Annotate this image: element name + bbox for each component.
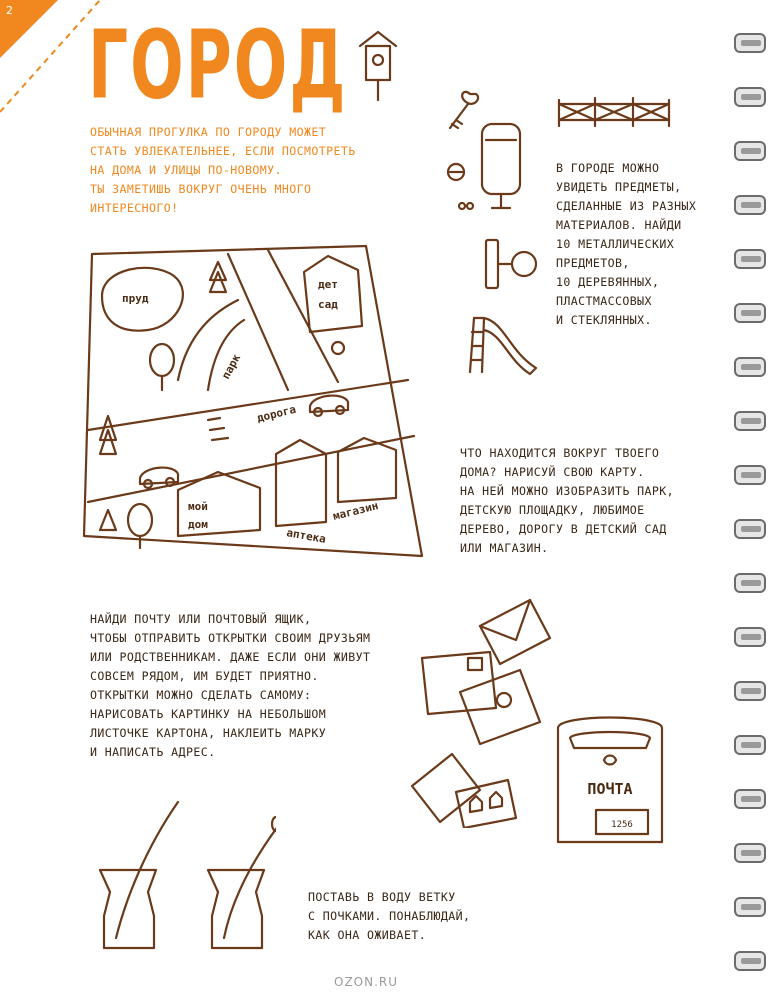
map-label-shop: магазин xyxy=(331,499,380,523)
map-label-pharmacy: аптека xyxy=(285,526,327,546)
mailbox-number: 1256 xyxy=(611,820,633,830)
map-paragraph: ЧТО НАХОДИТСЯ ВОКРУГ ТВОЕГО ДОМА? НАРИСУЙ СВОЮ КАРТУ. НА НЕЙ МОЖНО ИЗОБРАЗИТЬ ПАРК, ДЕТСКУЮ ПЛОЩАДКУ, ЛЮБИМОЕ ДЕРЕВО, ДОРОГУ В ДЕТСКИЙ САД ИЛИ МАГАЗИН. xyxy=(460,446,675,555)
doorknob-icon xyxy=(482,234,542,294)
key-and-bin-icons xyxy=(440,88,550,218)
page-title: ГОРОД xyxy=(88,9,348,121)
playground-slide-icon xyxy=(464,312,540,376)
mailbox-icon xyxy=(550,708,670,848)
city-map-illustration xyxy=(78,240,430,562)
map-label-kindergarten-1: дет xyxy=(318,278,338,291)
map-label-park: парк xyxy=(219,351,244,382)
branch-paragraph: ПОСТАВЬ В ВОДУ ВЕТКУ С ПОЧКАМИ. ПОНАБЛЮДАЙ, КАК ОНА ОЖИВАЕТ. xyxy=(308,890,471,942)
watermark: OZON.RU xyxy=(334,975,399,989)
birdhouse-icon xyxy=(356,28,400,104)
map-label-my-home-1: мой xyxy=(188,500,208,513)
spiral-binding xyxy=(727,0,769,1000)
map-label-my-home-2: дом xyxy=(188,518,208,531)
mailbox-label: ПОЧТА xyxy=(587,780,633,798)
map-label-road: дорога xyxy=(255,402,298,425)
map-label-pond: пруд xyxy=(122,292,149,305)
map-label-kindergarten-2: сад xyxy=(318,298,338,311)
fence-icon xyxy=(555,94,675,128)
intro-paragraph: ОБЫЧНАЯ ПРОГУЛКА ПО ГОРОДУ МОЖЕТ СТАТЬ УВЛЕКАТЕЛЬНЕЕ, ЕСЛИ ПОСМОТРЕТЬ НА ДОМА И УЛИЦЫ ПО-НОВОМУ. ТЫ ЗАМЕТИШЬ ВОКРУГ ОЧЕНЬ МНОГО ИНТЕРЕСНОГО! xyxy=(90,125,356,215)
page-number: 2 xyxy=(6,4,13,17)
materials-paragraph: В ГОРОДЕ МОЖНО УВИДЕТЬ ПРЕДМЕТЫ, СДЕЛАННЫЕ ИЗ РАЗНЫХ МАТЕРИАЛОВ. НАЙДИ 10 МЕТАЛЛИЧЕСКИХ ПРЕДМЕТОВ, 10 ДЕРЕВЯННЫХ, ПЛАСТМАССОВЫХ И СТЕКЛЯННЫХ. xyxy=(556,161,697,327)
postcards-and-envelopes-icon xyxy=(404,596,558,828)
branches-in-glasses-illustration xyxy=(96,788,276,958)
post-paragraph: НАЙДИ ПОЧТУ ИЛИ ПОЧТОВЫЙ ЯЩИК, ЧТОБЫ ОТПРАВИТЬ ОТКРЫТКИ СВОИМ ДРУЗЬЯМ ИЛИ РОДСТВЕННИКАМ. ДАЖЕ ЕСЛИ ОНИ ЖИВУТ СОВСЕМ РЯДОМ, ИМ БУДЕТ ПРИЯТНО. ОТКРЫТКИ МОЖНО СДЕЛАТЬ САМОМУ: НАРИСОВАТЬ КАРТИНКУ НА НЕБОЛЬШОМ ЛИСТОЧКЕ КАРТОНА, НАКЛЕИТЬ МАРКУ И НАПИСАТЬ АДРЕС. xyxy=(90,612,371,759)
